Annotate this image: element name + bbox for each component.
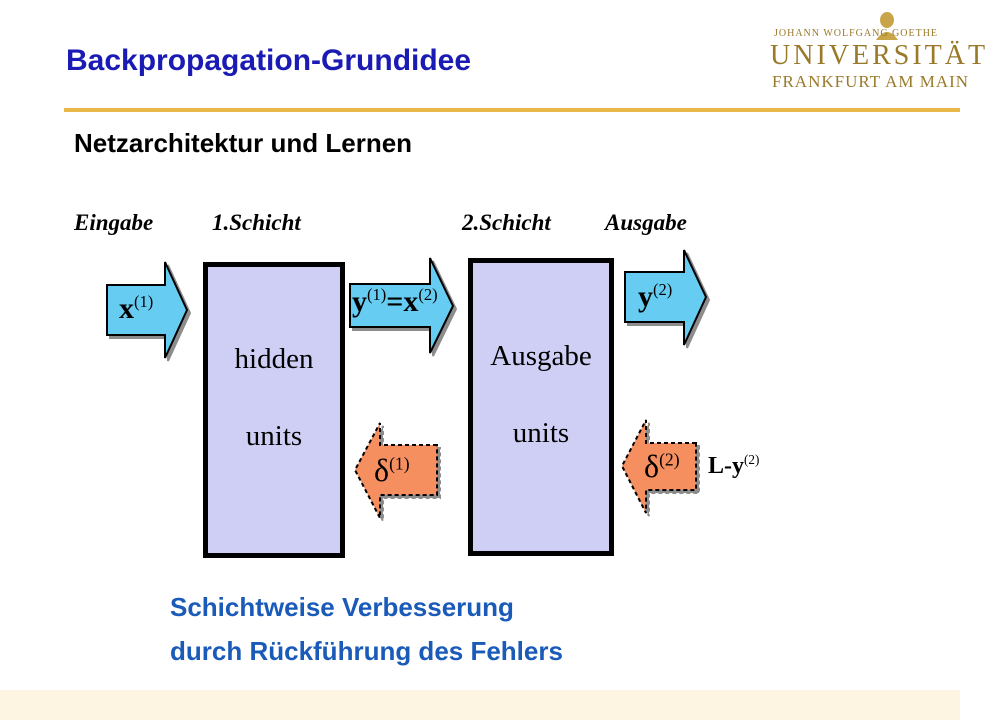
label-input: Eingabe [74,210,154,235]
summary-line-1: Schichtweise Verbesserung [170,592,514,622]
output-units-label-1: Ausgabe [490,340,592,372]
hidden-units-label-1: hidden [234,343,314,375]
logo-line-3: FRANKFURT AM MAIN [772,72,970,91]
footer-band [0,690,960,720]
hidden-units-label-2: units [245,420,303,452]
logo-line-2: UNIVERSITÄT [770,40,988,71]
label-layer-1: 1.Schicht [212,210,301,235]
delta-2-symbol: $\delta^{(2)}$ [644,448,680,484]
page-title: Backpropagation-Grundidee [66,44,472,77]
logo-line-1: JOHANN WOLFGANG GOETHE [774,28,939,39]
delta-1-symbol: $\delta^{(1)}$ [374,452,410,488]
error-term: $L-y^{(2)}$ [708,452,760,479]
label-layer-2: 2.Schicht [462,210,551,235]
x1-symbol: $x^{(1)}$ [119,292,154,325]
section-heading: Netzarchitektur und Lernen [74,128,413,158]
y1-equals-x2-symbol: $y^{(1)}=x^{(2)}$ [352,285,438,318]
label-output: Ausgabe [605,210,687,235]
y2-symbol: $y^{(2)}$ [638,280,673,313]
output-units-label-2: units [512,417,570,449]
summary-line-2: durch Rückführung des Fehlers [170,636,563,666]
